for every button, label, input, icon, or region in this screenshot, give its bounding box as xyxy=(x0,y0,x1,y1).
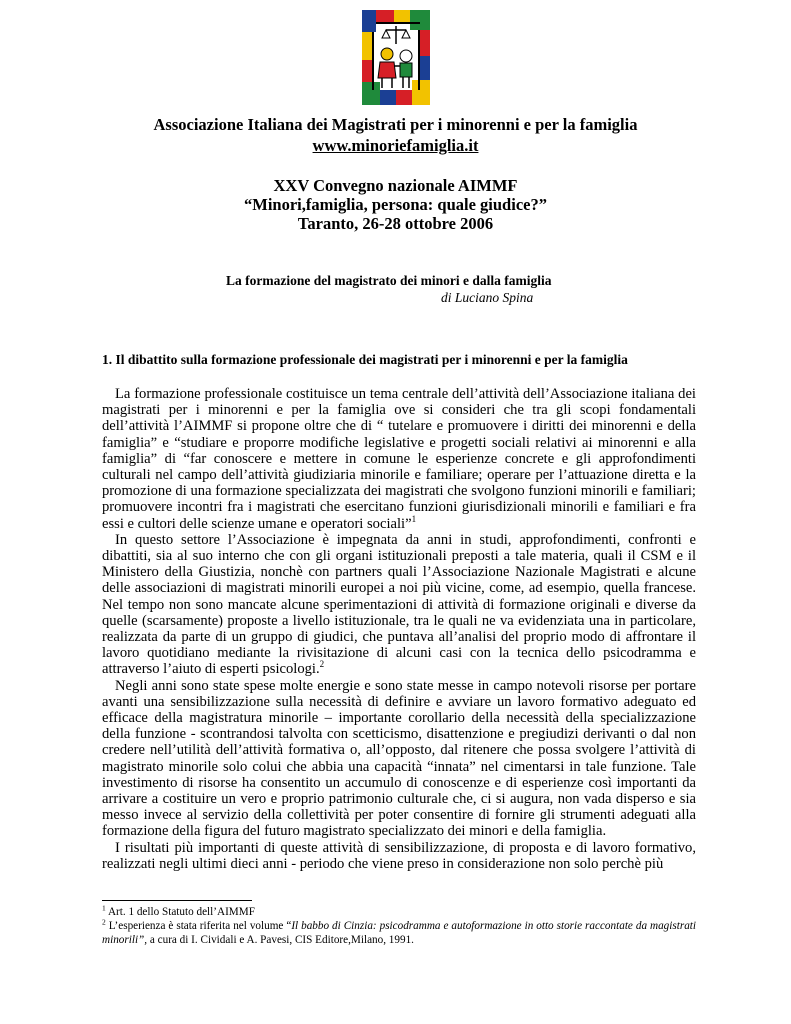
footnote-2-mark: 2 xyxy=(102,917,106,927)
footnote-2-publisher: a cura di I. Cividali e A. Pavesi, CIS Editore,Milano, 1991. xyxy=(147,933,414,946)
association-name: Associazione Italiana dei Magistrati per i minorenni e per la famiglia xyxy=(153,115,638,134)
footnote-2-text: L’esperienza è stata riferita nel volume “ xyxy=(108,919,292,932)
conference-theme: “Minori,famiglia, persona: quale giudice?” xyxy=(244,195,547,214)
paragraph-2-text: In questo settore l’Associazione è impegnata da anni in studi, approfondimenti, confronti e dibattiti, sia al suo interno che con gli organi istituzionali preposti a tale materia, quali il CSM e il Ministero della Giustizia, nonchè con partners quali l’Associazione Nazionale Magistrati e alcune delle associazioni di magistrati minorili europei a noi più vicine, come, ad esempio, quella francese. Nel tempo non sono mancate alcune sperimentazioni di attività di formazione originali e diverse da quelle (scarsamente) proposte a livello istituzionale, tra le quali ne va evidenziata una in particolare, realizzata da parte di un gruppo di giudici, che puntava all’analisi del proprio modo di affrontare il lavoro quotidiano mediante la rivisitazione di alcuni casi con la tecnica dello psicodramma e attraverso l’aiuto di esperti psicologi. xyxy=(102,531,696,678)
section-heading: 1. Il dibattito sulla formazione professionale dei magistrati per i minorenni e per la famiglia xyxy=(102,352,628,367)
footnote-2 xyxy=(102,917,697,948)
footnote-separator xyxy=(102,900,252,901)
footnote-ref-1[interactable]: 1 xyxy=(411,513,417,524)
conference-place-date: Taranto, 26-28 ottobre 2006 xyxy=(297,214,494,233)
footnote-ref-2[interactable]: 2 xyxy=(319,659,325,670)
association-website-link[interactable]: www.minoriefamiglia.it xyxy=(312,136,479,155)
footnote-1-text: Art. 1 dello Statuto dell’AIMMF xyxy=(107,906,255,918)
aimmf-logo xyxy=(362,10,430,105)
talk-author: di Luciano Spina xyxy=(441,290,534,305)
paragraph-4: I risultati più importanti di queste attività di sensibilizzazione, di proposta e di lavoro formativo, realizzati negli ultimi dieci anni - periodo che viene preso in considerazione non solo perchè più xyxy=(102,839,696,872)
footnote-1 xyxy=(102,903,696,920)
footnote-1-mark: 1 xyxy=(102,903,106,913)
talk-title: La formazione del magistrato dei minori e dalla famiglia xyxy=(226,273,552,288)
footnotes xyxy=(102,903,697,947)
body-text xyxy=(102,386,696,872)
paragraph-1-text: La formazione professionale costituisce un tema centrale dell’attività dell’Associazione italiana dei magistrati per i minorenni e per la famiglia ove si consideri che tra gli scopi fondamentali dell’attività l’AIMMF si propone oltre che di “ tutelare e promuovere i diritti dei minorenni e della famiglia” e “studiare e proporre modifiche legislative e progetti sociali relativi ai minorenni e alla famiglia” di “far conoscere e mettere in comune le esperienze concrete e gli approfondimenti culturali nel campo dell’attività giudiziaria minorile e familiare; operare per l’attuazione diretta e la promozione di una formazione specializzata dei magistrati che svolgono funzioni minorili e familiari; promuovere incontri fra i magistrati che esercitano funzioni giurisdizionali minorili e familiari e fra essi e cultori delle scienze umane e operatori sociali” xyxy=(102,386,696,532)
footnote-2-book-title: Il babbo di Cinzia: psicodramma e autoformazione in otto storie raccontate da magistrati minorili”, xyxy=(102,919,697,946)
paragraph-3: Negli anni sono state spese molte energie e sono state messe in campo notevoli risorse per portare avanti una sensibilizzazione sulla necessità di definire e avviare un lavoro formativo adeguato ed efficace della magistratura minorile – importante corollario della necessità della specializzazione della funzione - scontrandosi talvolta con scetticismo, disattenzione e pregiudizi derivanti o dal non credere nell’utilità dell’attività formativa o, all’opposto, dal ritenere che possa svolgere l’attività di magistrato minorile solo colui che abbia una capacità “innata” nel cimentarsi in tale funzione. Tale investimento di risorse ha consentito un accumulo di conoscenze e di esperienze così importanti da arrivare a costituire un vero e proprio patrimonio culturale che, ci si augura, non vada disperso e sia messo invece al servizio della collettività per poter consentire di fornire gli strumenti adeguati alla formazione della figura del futuro magistrato specializzato dei minori e della famiglia. xyxy=(102,677,696,840)
conference-title: XXV Convegno nazionale AIMMF xyxy=(273,176,518,195)
paragraph-1 xyxy=(102,386,696,532)
paragraph-2 xyxy=(102,532,696,678)
